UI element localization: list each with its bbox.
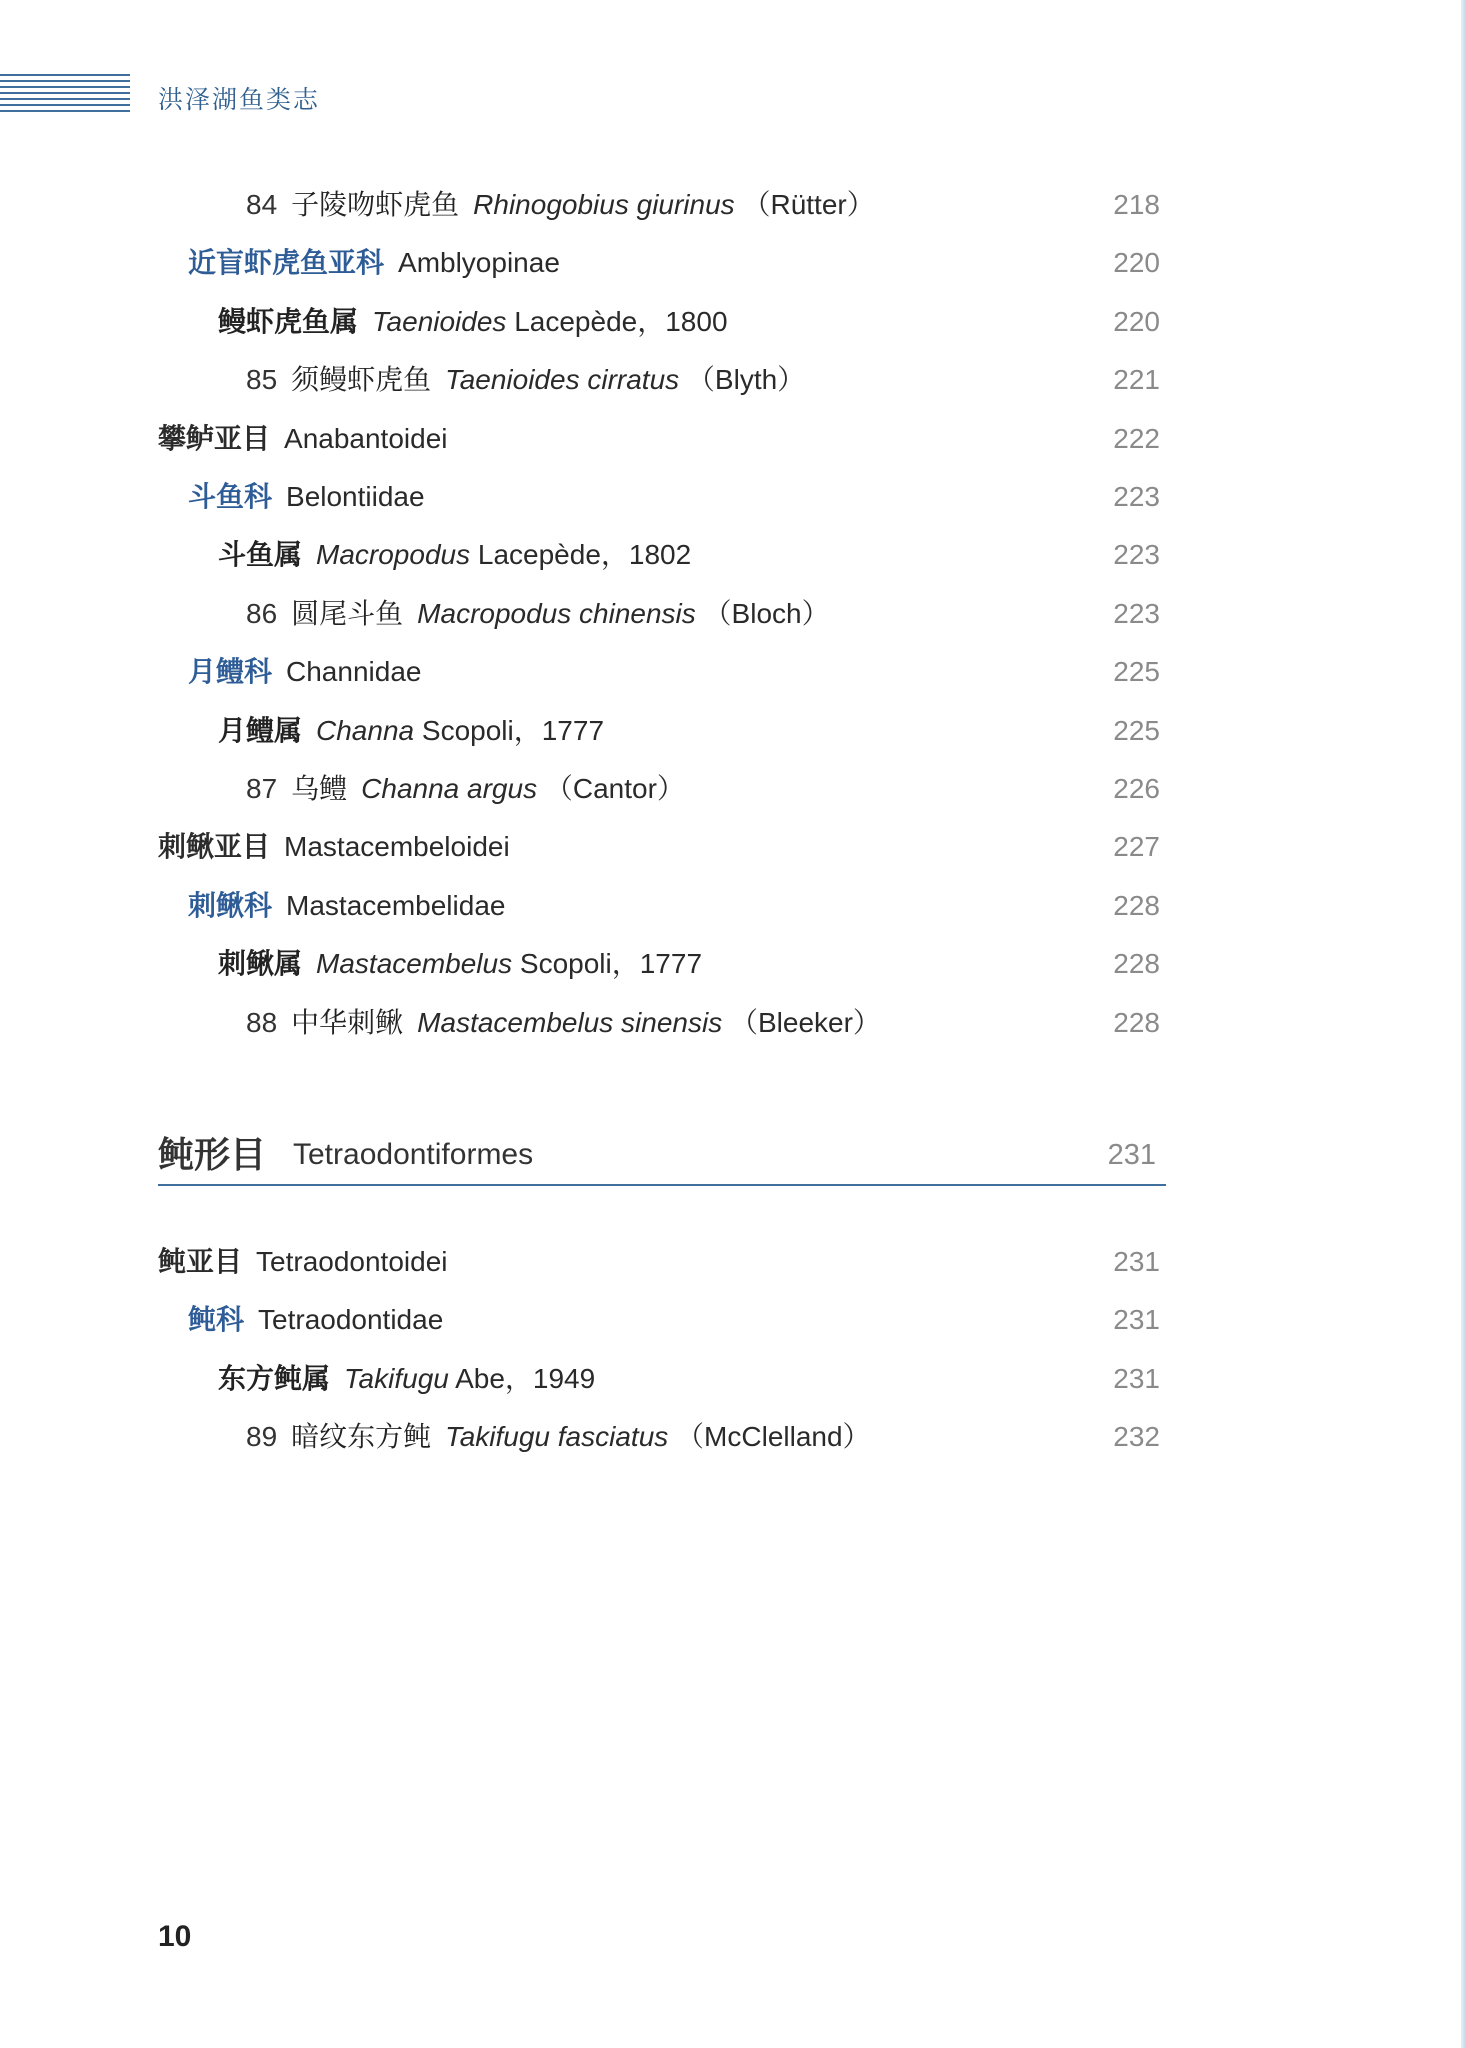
toc-page-number: 218 [1113,189,1160,220]
toc-entry-label [246,1003,881,1043]
toc-entry-label [246,769,685,809]
species-number: 87 [246,773,278,804]
toc-entry-sp[interactable] [0,1003,1160,1043]
toc-page-number: 227 [1113,831,1160,863]
latin-name: Tetraodontoidei [256,1246,448,1277]
toc-entry-gen[interactable] [0,302,1160,342]
latin-name: Rhinogobius giurinus [473,189,735,220]
author-citation: Abe，1949 [448,1362,596,1394]
toc-entry-sp[interactable] [0,1417,1160,1457]
chinese-name: 斗鱼属 [218,538,303,572]
toc-entry-fam[interactable] [0,886,1160,926]
chinese-name: 月鳢科 [188,655,273,689]
toc-entry-label [246,185,875,225]
latin-name: Channa [316,714,415,746]
page-folio: 10 [158,1920,192,1953]
latin-name: Taenioides [372,305,507,337]
chinese-name: 斗鱼科 [188,480,273,513]
toc-entry-label [188,886,505,926]
toc-entry-label [188,243,560,283]
author-citation: Lacepède，1800 [506,305,728,337]
latin-name: Belontiidae [286,481,425,512]
toc-entry-label [218,711,604,751]
toc-page-number: 228 [1113,1006,1160,1038]
toc-entry-label [246,1417,871,1457]
toc-entry-sp[interactable] [0,360,1160,400]
toc-page-number: 223 [1113,481,1160,512]
page-edge-decoration [1461,0,1465,2048]
toc-entry-fam[interactable] [0,1300,1160,1340]
toc-page-number: 228 [1113,948,1160,980]
latin-name: Mastacembelus sinensis [417,1006,723,1038]
toc-entry-label [246,594,830,634]
chinese-name: 暗纹东方鲀 [291,1420,432,1454]
latin-name: Amblyopinae [398,247,560,279]
toc-page-number: 231 [1113,1304,1160,1336]
toc-entry-sp[interactable] [0,594,1160,634]
author-citation: Lacepède，1802 [470,539,692,571]
toc-entry-gen[interactable] [0,535,1160,575]
latin-name: Takifugu [344,1362,449,1394]
toc-entry-sp[interactable] [0,185,1160,225]
chinese-name: 鳗虾虎鱼属 [218,304,359,338]
toc-entry-label [218,535,691,575]
latin-name: Macropodus [316,539,471,571]
toc-entry-sp[interactable] [0,769,1160,809]
toc-entry-label [218,302,728,342]
toc-page-number: 226 [1113,773,1160,804]
chinese-name: 刺鳅亚目 [158,830,271,864]
toc-entry-label [218,944,702,984]
toc-page-number: 223 [1113,539,1160,571]
chinese-name: 中华刺鳅 [291,1005,404,1039]
chinese-name: 子陵吻虾虎鱼 [291,188,460,221]
latin-name: Mastacembelus [316,948,513,980]
order-latin-name: Tetraodontiformes [293,1138,534,1171]
species-number: 89 [246,1421,278,1453]
toc-entry-label [158,827,510,867]
header-stripe-decoration [0,74,130,114]
species-number: 88 [246,1006,278,1038]
toc-entry-label [218,1359,595,1399]
species-number: 86 [246,597,278,629]
toc-entry-sub[interactable] [0,1242,1160,1282]
toc-entry-fam[interactable] [0,652,1160,692]
toc-page-number: 231 [1113,1246,1160,1277]
toc-page-number: 222 [1113,422,1160,454]
latin-name: Tetraodontidae [258,1304,444,1336]
toc-entry-label [158,1242,448,1282]
latin-name: Mastacembelidae [286,889,506,921]
toc-entry-sub[interactable] [0,827,1160,867]
toc-entry-gen[interactable] [0,711,1160,751]
toc-entry-label [188,477,425,517]
toc-entry-sub[interactable] [0,419,1160,459]
toc-page-number: 232 [1113,1421,1160,1453]
latin-name: Mastacembeloidei [284,831,510,863]
author-citation: （Blyth） [679,364,806,396]
chinese-name: 乌鳢 [291,772,348,805]
toc-page-number: 220 [1113,247,1160,279]
author-citation: （Rütter） [734,189,875,220]
toc-entry-fam[interactable] [0,477,1160,517]
chinese-name: 近盲虾虎鱼亚科 [188,246,385,280]
latin-name: Channidae [286,656,422,688]
toc-page-number: 231 [1113,1362,1160,1394]
chinese-name: 东方鲀属 [218,1361,331,1395]
chinese-name: 须鳗虾虎鱼 [291,363,432,397]
order-heading-rule [158,1184,1166,1186]
chinese-name: 鲀科 [188,1303,245,1337]
author-citation: Scopoli，1777 [512,948,703,980]
toc-page-number: 223 [1113,597,1160,629]
order-chinese-name: 鲀形目 [158,1134,267,1176]
toc-page-number: 225 [1113,656,1160,688]
latin-name: Channa argus [361,773,538,804]
chinese-name: 月鳢属 [218,713,303,747]
toc-page-number: 228 [1113,889,1160,921]
author-citation: Scopoli，1777 [414,714,605,746]
toc-entry-label [188,652,421,692]
latin-name: Taenioides cirratus [445,364,680,396]
chinese-name: 刺鳅属 [218,947,303,981]
toc-entry-label [188,1300,443,1340]
species-number: 85 [246,364,278,396]
toc-page-number: 225 [1113,714,1160,746]
toc-entry-fam[interactable] [0,243,1160,283]
latin-name: Macropodus chinensis [417,597,696,629]
author-citation: （Bleeker） [722,1006,881,1038]
chinese-name: 圆尾斗鱼 [291,596,404,630]
species-number: 84 [246,189,278,220]
latin-name: Anabantoidei [284,422,448,454]
author-citation: （McClelland） [668,1421,871,1453]
order-page-number: 231 [1107,1139,1156,1171]
latin-name: Takifugu fasciatus [445,1421,669,1453]
chinese-name: 刺鳅科 [188,888,273,922]
toc-page-number: 221 [1113,364,1160,396]
author-citation: （Cantor） [537,773,685,804]
toc-page-number: 220 [1113,305,1160,337]
chinese-name: 攀鲈亚目 [158,421,271,455]
toc-order-heading[interactable] [158,1130,1160,1180]
running-header-title: 洪泽湖鱼类志 [158,85,321,114]
toc-entry-gen[interactable] [0,1359,1160,1399]
toc-entry-label [158,419,448,459]
author-citation: （Bloch） [695,597,830,629]
toc-entry-gen[interactable] [0,944,1160,984]
chinese-name: 鲀亚目 [158,1245,243,1278]
toc-entry-label [246,360,805,400]
